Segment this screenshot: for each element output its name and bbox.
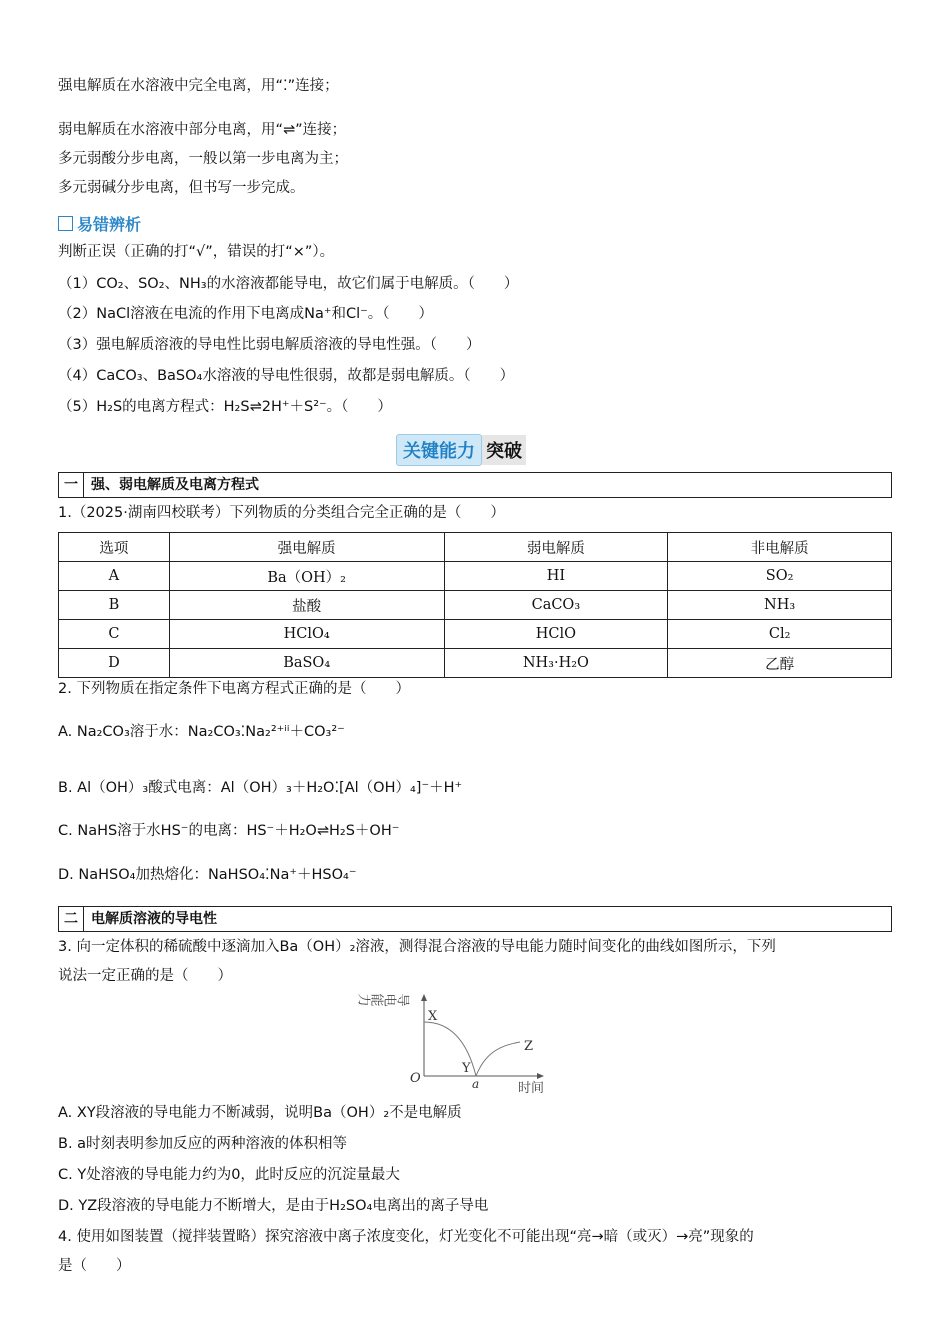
intro-line-2: 弱电解质在水溶液中部分电离，用“⇌”连接； (58, 122, 347, 138)
error-item-1: （1）CO₂、SO₂、NH₃的水溶液都能导电，故它们属于电解质。（ ） (58, 276, 519, 292)
banner-part2: 突破 (482, 435, 526, 465)
q3-option-d: D. YZ段溶液的导电能力不断增大，是由于H₂SO₄电离出的离子导电 (58, 1198, 489, 1214)
table-cell: B (59, 591, 170, 620)
table-header-cell: 强电解质 (169, 533, 444, 562)
table-row (59, 591, 892, 620)
table-header-cell: 非电解质 (668, 533, 892, 562)
table-cell: Cl₂ (668, 620, 892, 649)
graph-label-y: Y (462, 1061, 471, 1076)
graph-origin: O (410, 1071, 421, 1086)
table-row (59, 562, 892, 591)
q2-option-a: A. Na₂CO₃溶于水：Na₂CO₃⁚Na₂²⁺ⁱⁱ＋CO₃²⁻ (58, 724, 345, 740)
table-cell: CaCO₃ (444, 591, 668, 620)
section-1-number: 一 (59, 473, 84, 497)
error-item-3: （3）强电解质溶液的导电性比弱电解质溶液的导电性强。（ ） (58, 337, 481, 353)
table-cell: BaSO₄ (169, 649, 444, 678)
table-header-cell: 弱电解质 (444, 533, 668, 562)
section-2-bar (58, 906, 892, 932)
table-cell: C (59, 620, 170, 649)
error-item-4: （4）CaCO₃、BaSO₄水溶液的导电性很弱，故都是弱电解质。（ ） (58, 368, 515, 384)
table-header-row (59, 533, 892, 562)
graph-label-x: X (428, 1009, 438, 1024)
intro-line-3: 多元弱酸分步电离，一般以第一步电离为主； (58, 151, 348, 167)
table-cell: 盐酸 (169, 591, 444, 620)
error-item-2: （2）NaCl溶液在电流的作用下电离成Na⁺和Cl⁻。（ ） (58, 306, 434, 322)
q3-option-c: C. Y处溶液的导电能力约为0，此时反应的沉淀量最大 (58, 1167, 400, 1183)
table-cell: NH₃ (668, 591, 892, 620)
table-cell: HClO (444, 620, 668, 649)
intro-line-4: 多元弱碱分步电离，但书写一步完成。 (58, 180, 305, 196)
key-ability-banner (396, 434, 526, 464)
banner-part1: 关键能力 (396, 434, 482, 466)
table-cell: HI (444, 562, 668, 591)
q2-option-b: B. Al（OH）₃酸式电离：Al（OH）₃＋H₂O⁚[Al（OH）₄]⁻＋H⁺ (58, 780, 463, 796)
table-header-cell: 选项 (59, 533, 170, 562)
q4-stem-line1: 4. 使用如图装置（搅拌装置略）探究溶液中离子浓度变化，灯光变化不可能出现“亮→暗（或灭）→亮”现象的 (58, 1229, 754, 1245)
curve-yz (476, 1042, 520, 1076)
graph-ylabel: 导电能力 (358, 990, 410, 1006)
error-item-5: （5）H₂S的电离方程式：H₂S⇌2H⁺＋S²⁻。（ ） (58, 399, 392, 415)
intro-line-1: 强电解质在水溶液中完全电离，用“⁚”连接； (58, 78, 339, 94)
section-1-bar (58, 472, 892, 498)
table-cell: SO₂ (668, 562, 892, 591)
q3-stem-line2: 说法一定正确的是（ ） (58, 968, 232, 984)
table-cell: Ba（OH）₂ (169, 562, 444, 591)
table-cell: D (59, 649, 170, 678)
y-axis-arrow-icon (421, 994, 427, 1001)
q3-option-b: B. a时刻表明参加反应的两种溶液的体积相等 (58, 1136, 348, 1152)
q4-stem-line2: 是（ ） (58, 1258, 131, 1274)
table-row (59, 620, 892, 649)
q1-table (58, 532, 892, 678)
graph-label-z: Z (524, 1039, 534, 1054)
error-section-header (58, 212, 141, 235)
q3-option-a: A. XY段溶液的导电能力不断减弱，说明Ba（OH）₂不是电解质 (58, 1105, 462, 1121)
section-1-title: 强、弱电解质及电离方程式 (91, 477, 259, 493)
graph-xlabel: 时间 (518, 1081, 545, 1096)
section-2-number: 二 (59, 907, 84, 931)
section-2-title: 电解质溶液的导电性 (91, 911, 217, 927)
graph-label-a: a (472, 1077, 480, 1091)
table-cell: HClO₄ (169, 620, 444, 649)
table-cell: NH₃·H₂O (444, 649, 668, 678)
table-cell: A (59, 562, 170, 591)
q3-stem-line1: 3. 向一定体积的稀硫酸中逐滴加入Ba（OH）₂溶液，测得混合溶液的导电能力随时间变化的曲线如图所示，下列 (58, 939, 776, 955)
q2-option-c: C. NaHS溶于水HS⁻的电离：HS⁻＋H₂O⇌H₂S＋OH⁻ (58, 823, 400, 839)
table-row (59, 649, 892, 678)
error-section-title: 易错辨析 (77, 215, 142, 234)
q1-stem: 1.（2025·湖南四校联考）下列物质的分类组合完全正确的是（ ） (58, 505, 505, 521)
q2-stem: 2. 下列物质在指定条件下电离方程式正确的是（ ） (58, 681, 410, 697)
q2-option-d: D. NaHSO₄加热熔化：NaHSO₄⁚Na⁺＋HSO₄⁻ (58, 867, 357, 883)
error-section-prompt: 判断正误（正确的打“√”，错误的打“×”）。 (58, 244, 335, 260)
checkbox-icon (58, 216, 73, 231)
x-axis-arrow-icon (537, 1073, 544, 1079)
conductivity-graph (358, 990, 560, 1096)
table-cell: 乙醇 (668, 649, 892, 678)
